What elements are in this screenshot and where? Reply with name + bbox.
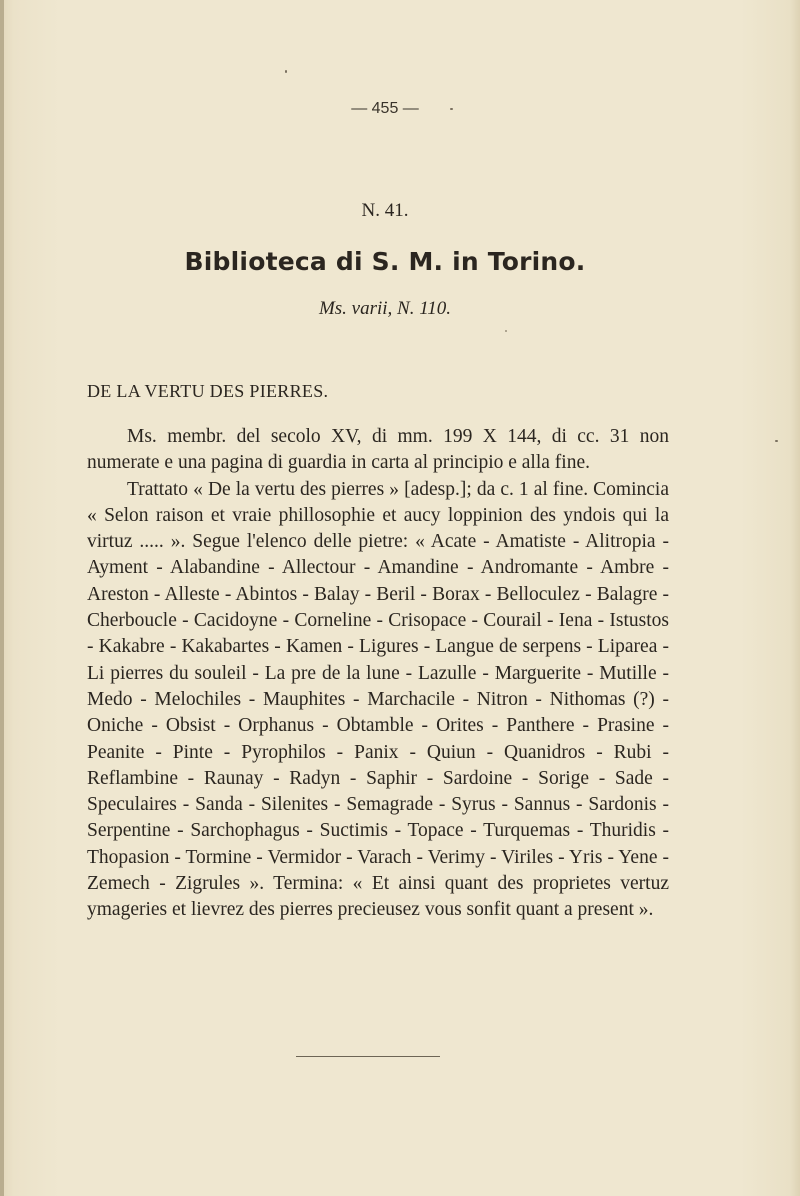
- work-title: DE LA VERTU DES PIERRES.: [87, 381, 329, 401]
- paper-speck: [450, 108, 453, 110]
- page-edge: [0, 0, 4, 1196]
- entry-number: N. 41.: [361, 200, 409, 221]
- paper-speck: [285, 70, 287, 73]
- treatise-description: Trattato « De la vertu des pierres » [adesp.]; da c. 1 al fine. Comincia « Selon raison et vraie phillosophie et aucy loppinion des yndois qui la virtuz ..... ». Segue l'elenco delle pietre: « Acate - Amatiste - Alitropia - Ayment - Alabandine - Allectour - Amandine - Andromante - Ambre - Areston - Alleste - Abintos - Balay - Beril - Borax - Belloculez - Balagre - Cherboucle - Cacidoyne - Corneline - Crisopace - Courail - Iena - Istustos - Kakabre - Kakabartes - Kamen - Ligures - Langue de serpens - Liparea - Li pierres du souleil - La pre de la lune - Lazulle - Marguerite - Mutille - Medo - Melochiles - Mauphites - Marchacile - Nitron - Nithomas (?) - Oniche - Obsist - Orphanus - Obtamble - Orites - Panthere - Prasine - Peanite - Pinte - Pyrophilos - Panix - Quiun - Quanidros - Rubi - Reflambine - Raunay - Radyn - Saphir - Sardoine - Sorige - Sade - Speculaires - Sanda - Silenites - Semagrade - Syrus - Sannus - Sardonis - Serpentine - Sarchophagus - Suctimis - Topace - Turquemas - Thuridis - Thopasion - Tormine - Vermidor - Varach - Verimy - Viriles - Yris - Yene - Zemech - Zigrules ». Termina: « Et ainsi quant des proprietes vertuz ymageries et lievrez des pierres precieusez vous sonfit quant a present ».: [87, 478, 669, 921]
- library-title: Biblioteca di S. M. in Torino.: [184, 247, 586, 276]
- paper-speck: [775, 440, 778, 442]
- page-number: — 455 —: [351, 100, 419, 117]
- manuscript-description: [87, 424, 669, 924]
- closing-rule: [296, 1056, 440, 1057]
- shelfmark: Ms. varii, N. 110.: [318, 298, 452, 319]
- physical-description: Ms. membr. del secolo XV, di mm. 199 X 144, di cc. 31 non numerate e una pagina di guardia in carta al principio e alla fine.: [87, 426, 669, 474]
- paper-speck: [505, 330, 507, 332]
